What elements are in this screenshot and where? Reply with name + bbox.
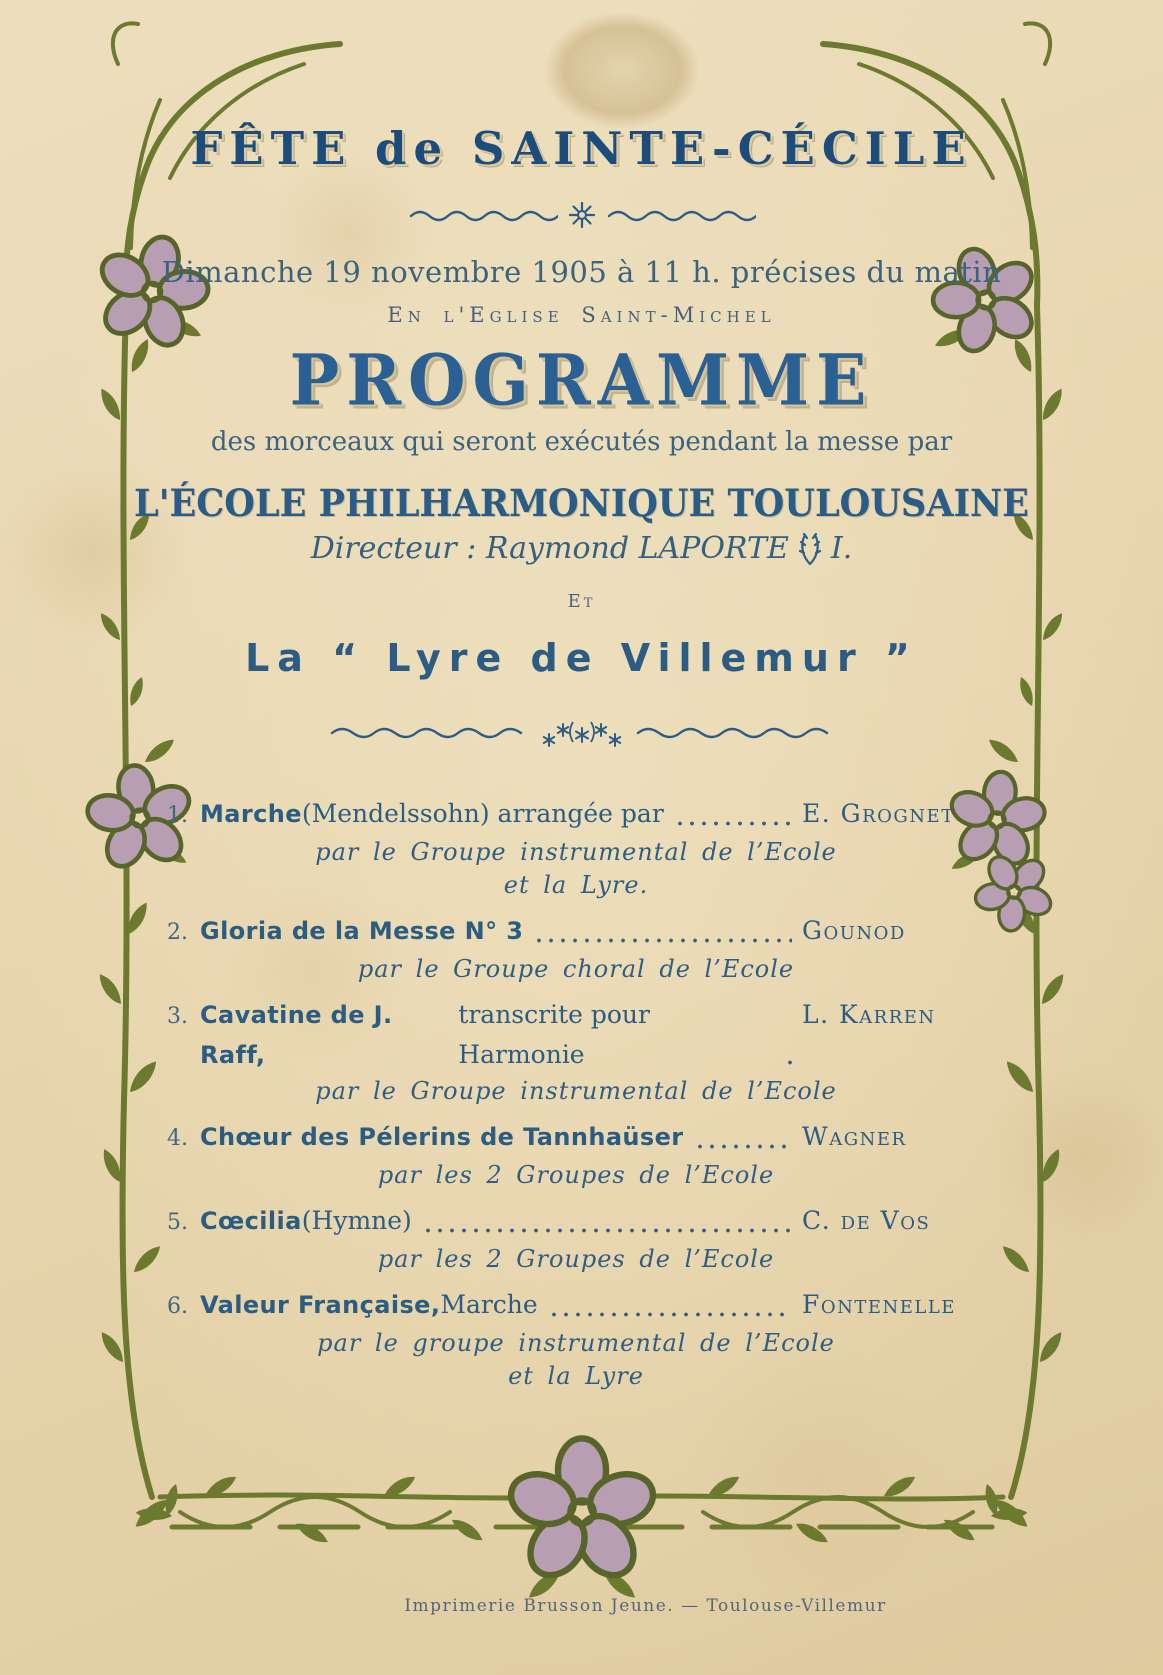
composer-name: Fontenelle xyxy=(802,1289,956,1319)
item-number: 4. xyxy=(167,1125,188,1151)
programme-subtitle: des morceaux qui seront exécutés pendant la messe par xyxy=(210,426,953,457)
programme-heading: PROGRAMME xyxy=(289,338,874,422)
dotted-leader xyxy=(548,1311,792,1318)
conjunction-et: Et xyxy=(567,590,596,612)
programme-item-4 xyxy=(150,1117,1002,1192)
piece-title: Chœur des Pélerins de Tannhaüser xyxy=(200,1122,684,1151)
programme-item-5 xyxy=(150,1201,1002,1276)
performers-line: et la Lyre. xyxy=(503,870,649,899)
item-number: 6. xyxy=(167,1293,188,1319)
performers-line: et la Lyre xyxy=(508,1361,644,1390)
piece-subtitle: (Mendelssohn) arrangée par xyxy=(301,798,664,828)
performers-line: par le groupe instrumental de l’Ecole xyxy=(317,1328,835,1357)
wavy-rule-right-icon xyxy=(635,725,835,739)
programme-item-3 xyxy=(150,995,1002,1108)
performers-line: par les 2 Groupes de l’Ecole xyxy=(377,1160,775,1189)
piece-title: Gloria de la Messe N° 3 xyxy=(200,916,524,945)
item-number: 1. xyxy=(167,802,188,828)
wavy-rule-left-icon xyxy=(329,725,529,739)
piece-title: Valeur Française, xyxy=(200,1290,441,1319)
piece-title: Marche xyxy=(200,799,302,828)
programme-item-1 xyxy=(150,794,1002,902)
composer-name: E. Grognet xyxy=(802,798,955,828)
dotted-leader xyxy=(533,937,792,944)
dotted-leader xyxy=(422,1227,792,1234)
performers-line: par le Groupe instrumental de l’Ecole xyxy=(315,837,837,866)
programme-item-6 xyxy=(150,1285,1002,1393)
composer-name: Gounod xyxy=(802,915,906,945)
piece-subtitle: (Hymne) xyxy=(301,1205,412,1235)
performers-line: par le Groupe instrumental de l’Ecole xyxy=(315,1076,837,1105)
item-number: 3. xyxy=(167,1003,188,1029)
ensemble-name: L'ÉCOLE PHILHARMONIQUE TOULOUSAINE xyxy=(134,480,1029,525)
dotted-leader xyxy=(694,1143,792,1150)
programme-list xyxy=(150,794,1002,1393)
wavy-rule-right-icon xyxy=(606,208,756,222)
item-number: 5. xyxy=(167,1209,188,1235)
laurel-wreath-icon xyxy=(795,531,825,567)
asterism-icon xyxy=(539,714,625,750)
piece-subtitle: transcrite pour Harmonie xyxy=(458,999,650,1069)
piece-title: Cœcilia xyxy=(200,1206,302,1235)
page-title: FÊTE de SAINTE-CÉCILE xyxy=(190,122,973,175)
printer-imprint: Imprimerie Brusson Jeune. — Toulouse-Villemur xyxy=(404,1596,887,1616)
dotted-leader xyxy=(674,820,792,827)
rosette-icon xyxy=(568,201,596,229)
composer-name: L. Karren xyxy=(802,999,936,1029)
composer-name: Wagner xyxy=(802,1121,907,1151)
ornamental-divider-middle xyxy=(0,714,1163,750)
wavy-rule-left-icon xyxy=(408,208,558,222)
ornamental-divider-top xyxy=(0,201,1163,229)
director-text: Directeur : Raymond LAPORTE xyxy=(310,531,789,567)
director-suffix: I. xyxy=(830,531,853,567)
second-ensemble-name: La “ Lyre de Villemur ” xyxy=(245,635,918,680)
event-venue: En l'Eglise Saint-Michel xyxy=(387,303,776,327)
piece-subtitle: Marche xyxy=(440,1289,538,1319)
programme-item-2 xyxy=(150,911,1002,986)
performers-line: par les 2 Groupes de l’Ecole xyxy=(377,1244,775,1273)
event-date: Dimanche 19 novembre 1905 à 11 h. précises du matin xyxy=(161,255,1002,289)
performers-line: par le Groupe choral de l’Ecole xyxy=(357,954,795,983)
dotted-leader xyxy=(784,1059,792,1066)
director-line xyxy=(0,531,1163,567)
composer-name: C. de Vos xyxy=(802,1205,931,1235)
item-number: 2. xyxy=(167,919,188,945)
piece-title: Cavatine de J. Raff, xyxy=(200,1000,393,1069)
